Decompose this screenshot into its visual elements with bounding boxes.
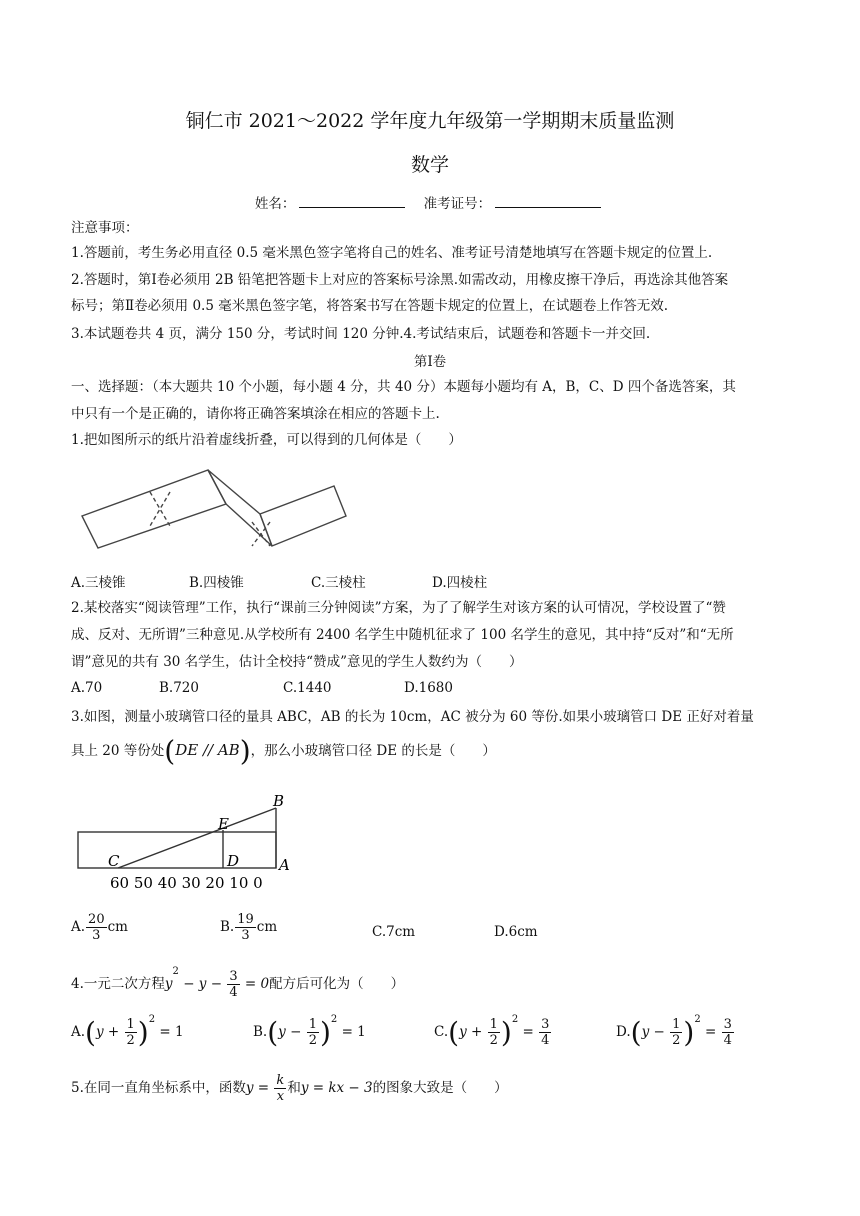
q3-option-d: D.6cm xyxy=(494,924,538,940)
label-a: A xyxy=(279,856,290,874)
volume-heading: 第Ⅰ卷 xyxy=(413,354,447,370)
net-left-strip xyxy=(82,470,226,548)
q3-option-a-denominator: 3 xyxy=(92,928,101,943)
q2-option-d: D.1680 xyxy=(404,680,453,696)
q4-c-paren-open: ( xyxy=(448,1016,460,1049)
q4-d-paren-open: ( xyxy=(630,1016,642,1049)
q5-stem-post: 的图象大致是（ ） xyxy=(372,1080,508,1096)
q4-d-inner: y − xyxy=(641,1024,670,1040)
q3-stem-line-2 xyxy=(71,734,496,768)
q4-b-inner: y − xyxy=(278,1024,306,1040)
q1-option-b: B.四棱锥 xyxy=(189,575,244,591)
q1-folding-net-figure xyxy=(74,464,354,554)
q4-option-c: C.(y + $\frac{1}{2}$ )$^2$ = $\frac{3}{4}$ xyxy=(434,1014,550,1049)
q4-d-half xyxy=(670,1018,682,1047)
q4-a-half-den: 2 xyxy=(126,1033,135,1048)
q2-option-b: B.720 xyxy=(159,680,199,696)
fold-line-2 xyxy=(150,492,170,526)
net-right-strip xyxy=(260,486,346,546)
exam-id-blank[interactable] xyxy=(495,195,601,208)
q1-option-c: C.三棱柱 xyxy=(311,575,366,591)
fold-line-1 xyxy=(150,492,170,526)
q4-fraction xyxy=(227,970,239,999)
student-info-line xyxy=(0,192,860,212)
q3-stem-line-2-post: ，那么小玻璃管口径 DE 的长是（ ） xyxy=(250,743,496,759)
q4-d-paren-close: ) xyxy=(683,1016,695,1049)
q4-b-rhs: = 1 xyxy=(341,1024,366,1040)
q4-b-half xyxy=(307,1018,319,1047)
q4-c-rhs-num: 3 xyxy=(541,1017,550,1032)
q4-d-rhs-den: 4 xyxy=(723,1033,732,1048)
q4-d-half-den: 2 xyxy=(672,1033,681,1048)
q1-stem: 1.把如图所示的纸片沿着虚线折叠，可以得到的几何体是（ ） xyxy=(71,432,462,448)
q3-paren-close: ) xyxy=(239,734,251,768)
q2-option-a: A.70 xyxy=(71,680,103,696)
q4-stem-post: 配方后可化为（ ） xyxy=(269,976,405,992)
q3-stem-line-1: 3.如图，测量小玻璃管口径的量具 ABC，AB 的长为 10cm，AC 被分为 60 等份.如果小玻璃管口 DE 正好对着量 xyxy=(71,709,754,725)
q4-b-paren-open: ( xyxy=(267,1016,279,1049)
q4-fraction-numerator: 3 xyxy=(229,969,238,984)
q4-d-exponent: 2 xyxy=(694,1014,701,1025)
q3-option-a-prefix: A. xyxy=(71,919,86,935)
q5-f2: y = kx − 3 xyxy=(300,1080,373,1096)
label-d: D xyxy=(227,852,240,870)
q3-option-a-numerator: 20 xyxy=(88,912,105,927)
notes-heading: 注意事项： xyxy=(71,220,139,236)
q3-option-a xyxy=(71,913,128,942)
q1-option-d: D.四棱柱 xyxy=(432,575,488,591)
q5-stem xyxy=(71,1074,508,1103)
q4-stem-pre: 4.一元二次方程 xyxy=(71,976,165,992)
label-e: E xyxy=(218,815,229,833)
segment-cb xyxy=(118,808,276,868)
label-c: C xyxy=(108,852,120,870)
q5-f1-lhs: y = xyxy=(245,1080,274,1096)
q4-d-rhs xyxy=(722,1018,734,1047)
q1-option-a: A.三棱锥 xyxy=(71,575,126,591)
q4-b-half-num: 1 xyxy=(308,1017,317,1032)
q4-a-exponent: 2 xyxy=(148,1014,156,1025)
q4-a-inner: y + xyxy=(95,1024,124,1040)
q5-stem-pre: 5.在同一直角坐标系中，函数 xyxy=(71,1080,246,1096)
q4-a-paren-close: ) xyxy=(137,1016,149,1049)
q3-caliper-figure xyxy=(72,792,300,892)
q4-b-exponent: 2 xyxy=(330,1014,338,1025)
exam-id-label: 准考证号： xyxy=(423,196,492,212)
q2-stem-line-1: 2.某校落实“阅读管理”工作，执行“课前三分钟阅读”方案，为了了解学生对该方案的认可情况，学校设置了“赞 xyxy=(71,600,726,616)
q4-a-half xyxy=(125,1018,137,1047)
q4-a-half-num: 1 xyxy=(126,1017,135,1032)
q5-f1-numerator: k xyxy=(276,1073,285,1088)
q4-d-prefix: D. xyxy=(616,1024,631,1040)
q3-option-a-fraction xyxy=(86,913,107,942)
q4-stem xyxy=(71,962,404,999)
q4-option-b xyxy=(253,1014,366,1049)
q4-b-half-den: 2 xyxy=(308,1033,317,1048)
q3-paren-open: ( xyxy=(164,734,176,768)
q4-fraction-denominator: 4 xyxy=(229,985,238,1000)
section-intro-line-1: 一、选择题：（本大题共 10 个小题，每小题 4 分，共 40 分）本题每小题均有 A，B，C、D 四个备选答案，其 xyxy=(71,379,736,395)
q4-d-rhs-num: 3 xyxy=(723,1017,732,1032)
q4-d-half-num: 1 xyxy=(672,1017,681,1032)
label-b: B xyxy=(273,792,285,810)
q4-c-prefix: C. xyxy=(434,1024,449,1040)
q3-option-b-prefix: B. xyxy=(220,919,235,935)
name-label: 姓名： xyxy=(254,196,296,212)
scale-marks: 60 50 40 30 20 10 0 xyxy=(110,874,263,892)
q3-option-b-denominator: 3 xyxy=(241,928,250,943)
q4-option-a xyxy=(71,1014,184,1049)
q4-c-half-den: 2 xyxy=(489,1033,498,1048)
name-blank[interactable] xyxy=(299,195,405,208)
q4-b-paren-close: ) xyxy=(319,1016,331,1049)
q2-option-c: C.1440 xyxy=(283,680,332,696)
q5-conjunction: 和 xyxy=(287,1080,301,1096)
q4-a-prefix: A. xyxy=(71,1024,86,1040)
q4-equals-zero: = 0 xyxy=(240,976,270,992)
q4-var-y: y xyxy=(164,976,173,992)
q4-c-half xyxy=(488,1018,500,1047)
q3-parallel-condition: DE // AB xyxy=(175,741,240,759)
note-item-3: 3.本试题卷共 4 页，满分 150 分，考试时间 120 分钟.4.考试结束后，试题卷和答题卡一并交回. xyxy=(71,326,651,342)
q3-option-b-unit: cm xyxy=(256,919,278,935)
q5-f1-fraction xyxy=(274,1074,286,1103)
net-middle-strip xyxy=(208,470,272,546)
q2-stem-line-3: 谓”意见的共有 30 名学生，估计全校持“赞成”意见的学生人数约为（ ） xyxy=(71,654,523,670)
q4-b-prefix: B. xyxy=(253,1024,268,1040)
note-item-2-line-1: 2.答题时，第Ⅰ卷必须用 2B 铅笔把答题卡上对应的答案标号涂黑.如需改动，用橡皮擦干净后，再选涂其他答案 xyxy=(71,272,729,288)
q4-c-rhs xyxy=(539,1018,551,1047)
q3-option-a-unit: cm xyxy=(107,919,128,935)
q3-option-b-numerator: 19 xyxy=(237,912,254,927)
subject-title: 数学 xyxy=(410,154,449,176)
q4-c-inner: y + xyxy=(459,1024,487,1040)
q4-option-d: D.(y − $\frac{1}{2}$ )$^2$ = $\frac{3}{4}$ xyxy=(616,1014,732,1049)
q4-exponent: 2 xyxy=(172,966,179,977)
section-intro-line-2: 中只有一个是正确的，请你将正确答案填涂在相应的答题卡上. xyxy=(71,406,440,422)
q3-option-b xyxy=(220,913,277,942)
q4-middle-terms: − y − xyxy=(178,976,227,992)
q4-c-exponent: 2 xyxy=(511,1014,519,1025)
q2-stem-line-2: 成、反对、无所谓”三种意见.从学校所有 2400 名学生中随机征求了 100 名学生的意见，其中持“反对”和“无所 xyxy=(71,627,734,643)
q4-a-rhs: = 1 xyxy=(159,1024,184,1040)
note-item-1: 1.答题前，考生务必用直径 0.5 毫米黑色签字笔将自己的姓名、准考证号清楚地填写在答题卡规定的位置上. xyxy=(71,245,713,261)
exam-title: 铜仁市 2021～2022 学年度九年级第一学期期末质量监测 xyxy=(185,110,675,132)
q3-stem-line-2-pre: 具上 20 等份处 xyxy=(71,743,165,759)
note-item-2-line-2: 标号；第Ⅱ卷必须用 0.5 毫米黑色签字笔，将答案书写在答题卡规定的位置上，在试题卷上作答无效. xyxy=(71,298,669,314)
q4-c-paren-close: ) xyxy=(500,1016,512,1049)
q4-a-paren-open: ( xyxy=(85,1016,96,1049)
q5-f1-denominator: x xyxy=(276,1089,285,1104)
q4-c-half-num: 1 xyxy=(489,1017,498,1032)
q3-option-c: C.7cm xyxy=(372,924,416,940)
q3-option-b-fraction xyxy=(235,913,256,942)
q4-c-rhs-den: 4 xyxy=(541,1033,550,1048)
